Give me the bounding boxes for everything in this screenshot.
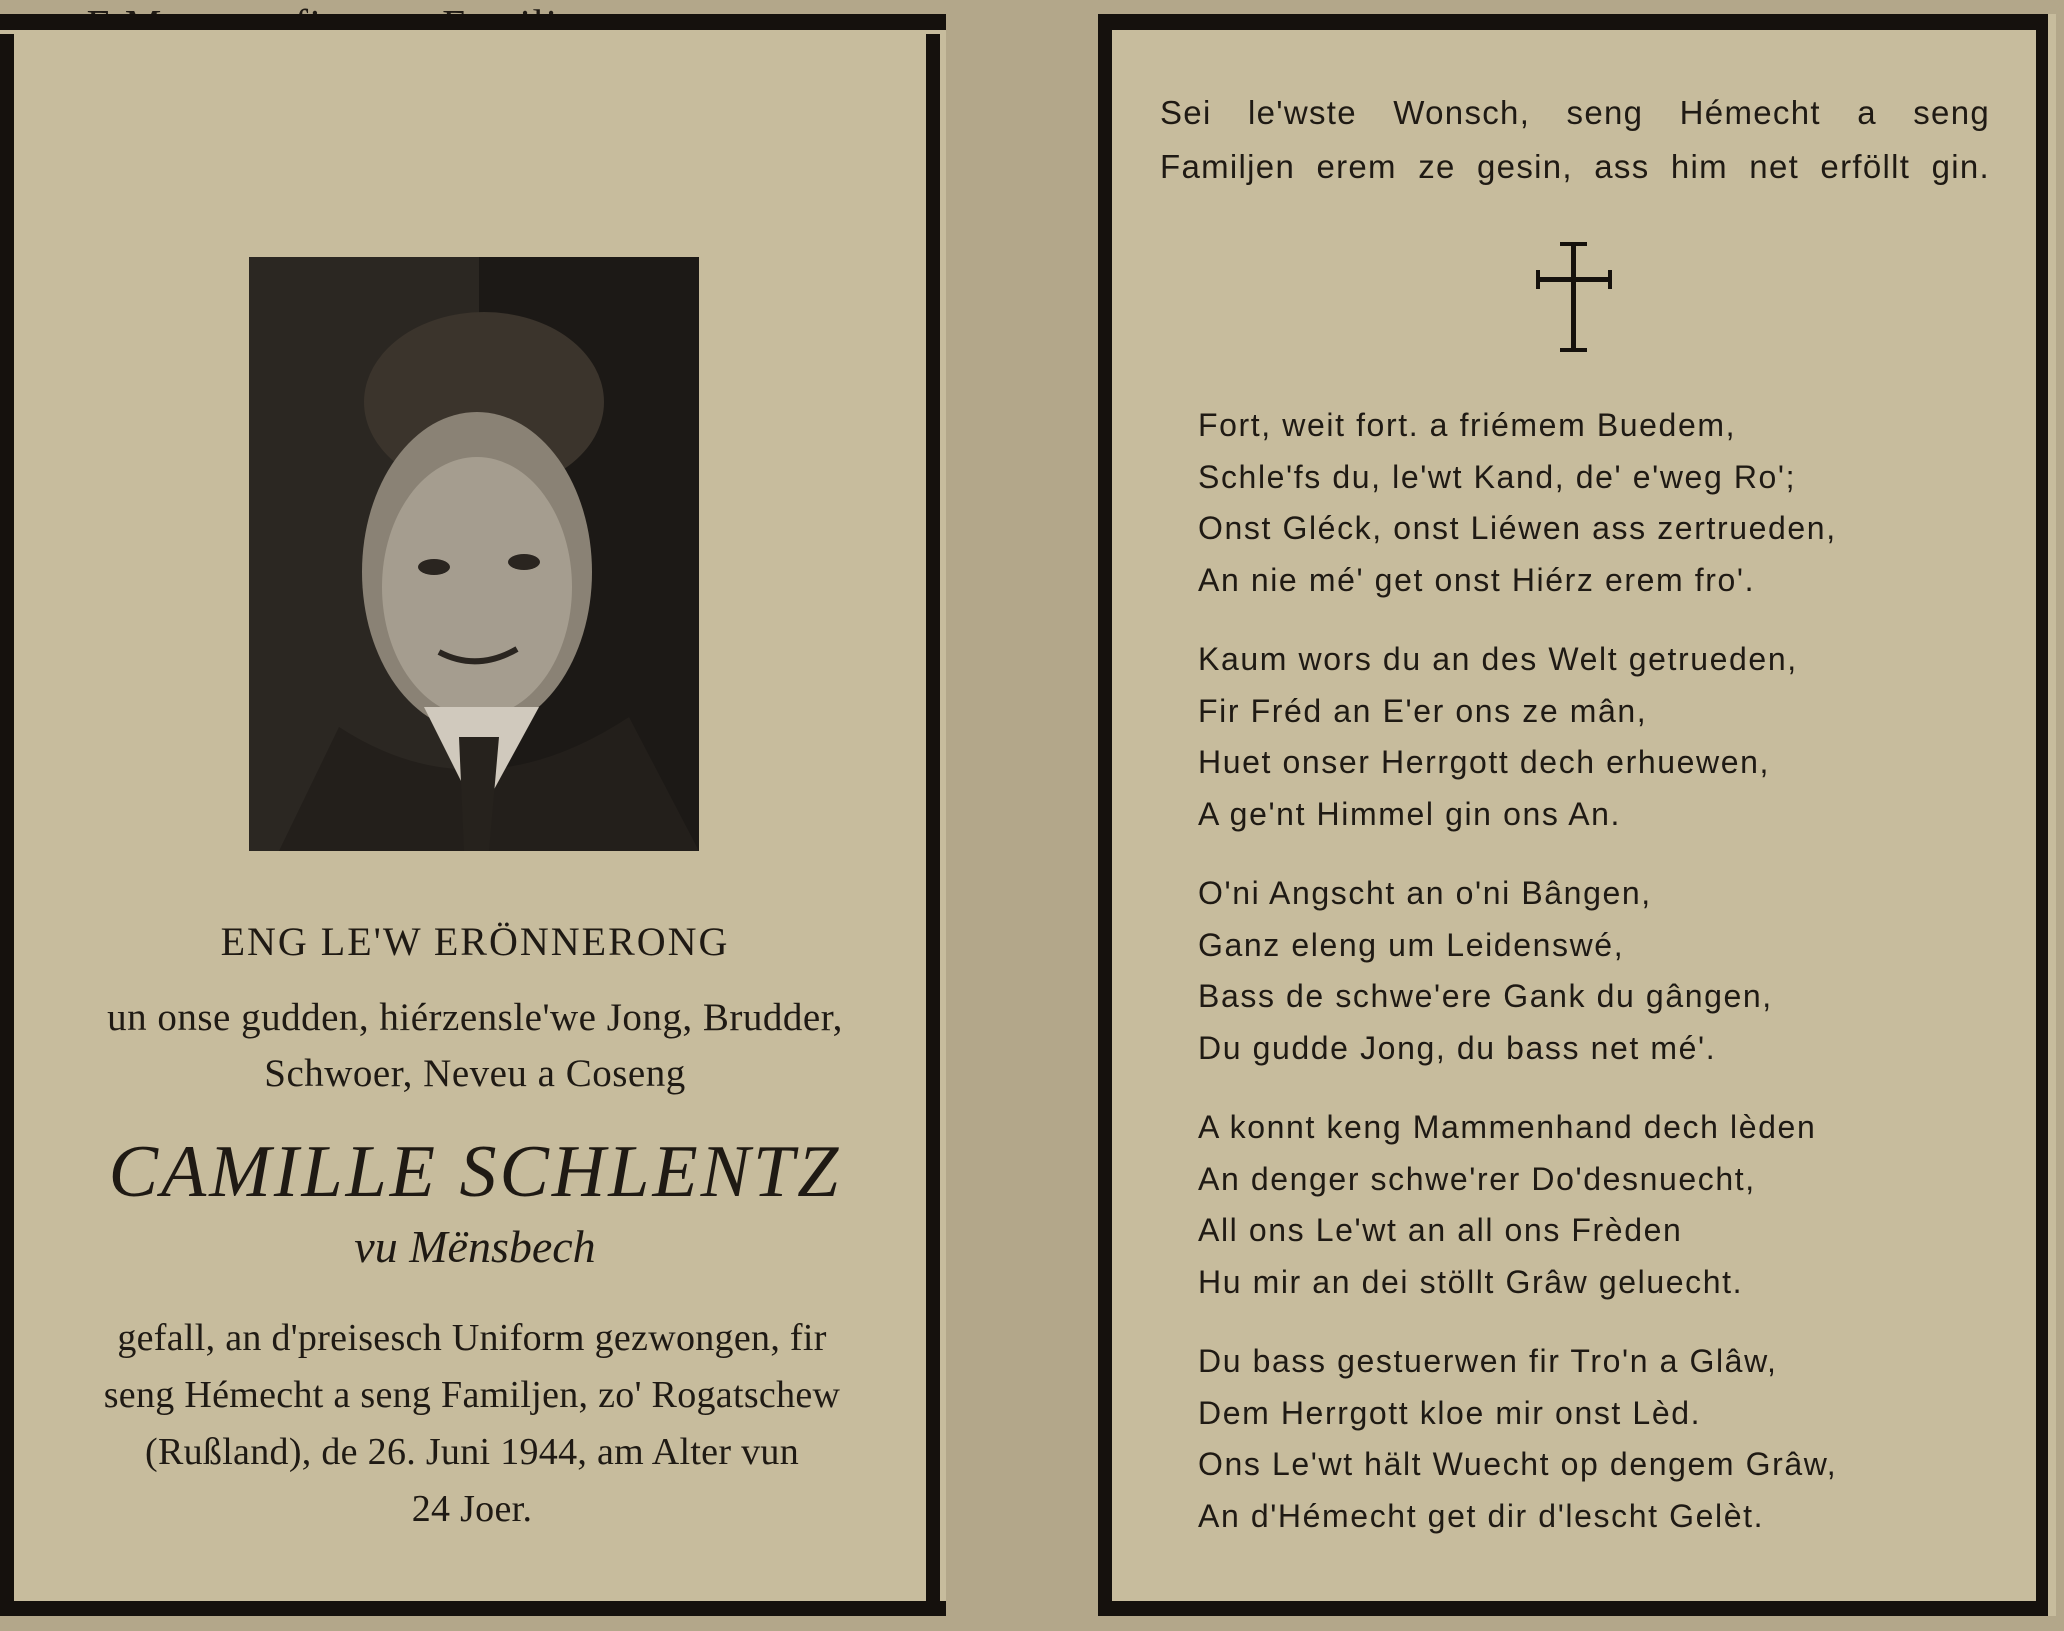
- poem-line: Schle'fs du, le'wt Kand, de' e'weg Ro';: [1198, 458, 1797, 495]
- frame-top: [0, 14, 946, 30]
- poem-line: Hu mir an dei stöllt Grâw geluecht.: [1198, 1263, 1744, 1300]
- kin-line: Schwoer, Neveu a Coseng: [264, 1052, 686, 1095]
- poem-line: A konnt keng Mammenhand dech lèden: [1198, 1109, 1817, 1145]
- poem-line: An nie mé' get onst Hiérz erem fro'.: [1198, 561, 1756, 598]
- cross-icon: [1536, 240, 1612, 356]
- frame-right: [2036, 28, 2048, 1616]
- poem-line: Du bass gestuerwen fir Tro'n a Glâw,: [1198, 1343, 1778, 1379]
- death-details: [62, 1310, 882, 1538]
- poem-line: All ons Le'wt an all ons Frèden: [1198, 1212, 1683, 1248]
- intro-line: Familjen erem ze gesin, ass him net erföllt gin.: [1160, 148, 1990, 185]
- poem-line: Huet onser Herrgott dech erhuewen,: [1198, 744, 1771, 780]
- frame-right: [926, 34, 940, 1616]
- portrait-image: [249, 257, 699, 851]
- kin-line: un onse gudden, hiérzensle'we Jong, Brudder,: [107, 996, 843, 1039]
- death-line: gefall, an d'preisesch Uniform gezwongen, fir: [117, 1317, 827, 1359]
- poem-line: Fort, weit fort. a friémem Buedem,: [1198, 407, 1737, 443]
- poem-line: An d'Hémecht get dir d'lescht Gelèt.: [1198, 1497, 1765, 1534]
- deceased-name: CAMILLE SCHLENTZ: [108, 1131, 842, 1213]
- poem-stanza: [1198, 1336, 1998, 1542]
- poem-stanza: [1198, 1102, 1998, 1308]
- poem-line: Du gudde Jong, du bass net mé'.: [1198, 1029, 1717, 1066]
- intro-line: Sei le'wste Wonsch, seng Hémecht a seng: [1160, 94, 1990, 131]
- poem-line: A ge'nt Himmel gin ons An.: [1198, 795, 1622, 832]
- poem-line: Bass de schwe'ere Gank du gângen,: [1198, 978, 1773, 1014]
- poem-stanza: [1198, 400, 1998, 606]
- poem-line: Ganz eleng um Leidenswé,: [1198, 926, 1625, 963]
- frame-left: [0, 34, 14, 1616]
- memorial-heading: ENG LE'W ERÖNNERONG: [220, 919, 730, 964]
- frame-bottom: [0, 1601, 946, 1616]
- poem: [1198, 400, 1998, 1570]
- death-line: seng Hémecht a seng Familjen, zo' Rogatschew: [103, 1374, 841, 1416]
- poem-line: Onst Gléck, onst Liéwen ass zertrueden,: [1198, 510, 1837, 546]
- poem-stanza: [1198, 634, 1998, 840]
- poem-line: Ons Le'wt hält Wuecht op dengem Grâw,: [1198, 1446, 1838, 1482]
- poem-stanza: [1198, 868, 1998, 1074]
- poem-line: An denger schwe'rer Do'desnuecht,: [1198, 1160, 1756, 1197]
- frame-left: [1098, 28, 1112, 1616]
- frame-top: [1098, 14, 2048, 30]
- deceased-origin: vu Mënsbech: [354, 1221, 596, 1272]
- right-intro: [1160, 86, 1990, 194]
- death-line: (Rußland), de 26. Juni 1944, am Alter vun: [145, 1431, 799, 1473]
- poem-line: Dem Herrgott kloe mir onst Lèd.: [1198, 1394, 1702, 1431]
- poem-line: Kaum wors du an des Welt getrueden,: [1198, 641, 1798, 677]
- death-line: 24 Joer.: [411, 1488, 533, 1530]
- portrait-photo: [249, 257, 699, 851]
- kin-list: [60, 990, 890, 1102]
- poem-line: Fir Fréd an E'er ons ze mân,: [1198, 692, 1648, 729]
- frame-bottom: [1098, 1601, 2048, 1616]
- poem-line: O'ni Angscht an o'ni Bângen,: [1198, 875, 1652, 911]
